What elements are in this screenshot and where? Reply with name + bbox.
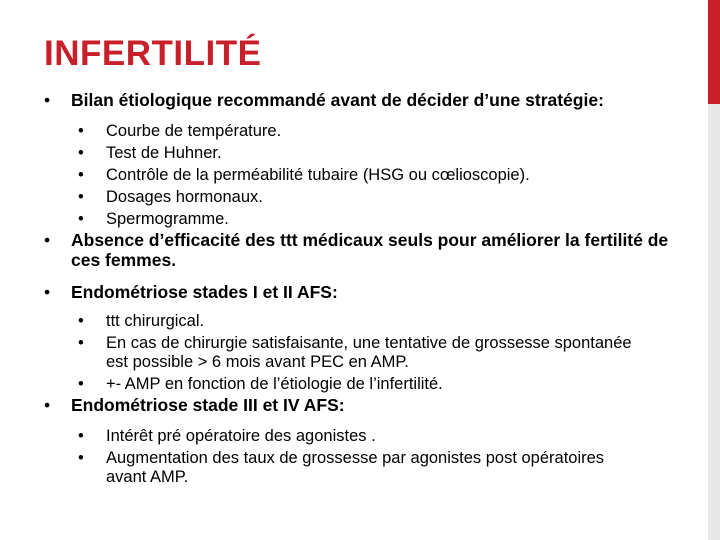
bullet-list [44,90,694,487]
bullet-dot-icon: • [44,90,51,110]
bullet-dot-icon: • [44,230,51,250]
sub-bullet-text: Test de Huhner. [106,144,222,162]
sub-bullet-item [44,375,694,394]
bullet-dot-icon: • [78,122,84,140]
sub-bullet-text: Dosages hormonaux. [106,188,263,206]
sub-bullet-text: Contrôle de la perméabilité tubaire (HSG ou cœlioscopie). [106,166,530,184]
sub-bullet-item [44,449,626,487]
bullet-dot-icon: • [78,375,84,393]
bullet-dot-icon: • [78,188,84,206]
side-bar [708,104,720,540]
sub-bullet-item [44,166,694,185]
bullet-text: Endométriose stades I et II AFS: [71,282,338,302]
bullet-item [44,395,694,415]
bullet-dot-icon: • [44,395,51,415]
sub-bullet-text: ttt chirurgical. [106,312,205,330]
bullet-dot-icon: • [44,282,51,302]
accent-bar [708,0,720,104]
bullet-text: Bilan étiologique recommandé avant de décider d’une stratégie: [71,90,604,110]
bullet-text: Endométriose stade III et IV AFS: [71,395,345,415]
bullet-item [44,230,671,270]
bullet-dot-icon: • [78,334,84,352]
sub-bullet-text: Courbe de température. [106,122,282,140]
sub-bullet-item [44,312,694,331]
sub-bullet-text: Intérêt pré opératoire des agonistes . [106,427,376,445]
sub-bullet-item [44,210,694,229]
bullet-item [44,90,694,110]
sub-bullet-text: Augmentation des taux de grossesse par agonistes post opératoires avant AMP. [106,449,605,486]
bullet-dot-icon: • [78,144,84,162]
sub-bullet-item [44,144,694,163]
slide-title: INFERTILITÉ [44,34,262,73]
sub-bullet-item [44,334,646,372]
bullet-dot-icon: • [78,427,84,445]
bullet-dot-icon: • [78,210,84,228]
bullet-item [44,282,694,302]
bullet-text: Absence d’efficacité des ttt médicaux seuls pour améliorer la fertilité de ces femmes. [71,230,669,270]
sub-bullet-item [44,122,694,141]
sub-bullet-text: +- AMP en fonction de l’étiologie de l’infertilité. [106,375,443,393]
sub-bullet-text: En cas de chirurgie satisfaisante, une tentative de grossesse spontanée est possible > 6 mois avant PEC en AMP. [106,334,632,371]
sub-bullet-text: Spermogramme. [106,210,229,228]
bullet-dot-icon: • [78,449,84,467]
sub-bullet-item [44,427,694,446]
bullet-dot-icon: • [78,312,84,330]
sub-bullet-item [44,188,694,207]
bullet-dot-icon: • [78,166,84,184]
